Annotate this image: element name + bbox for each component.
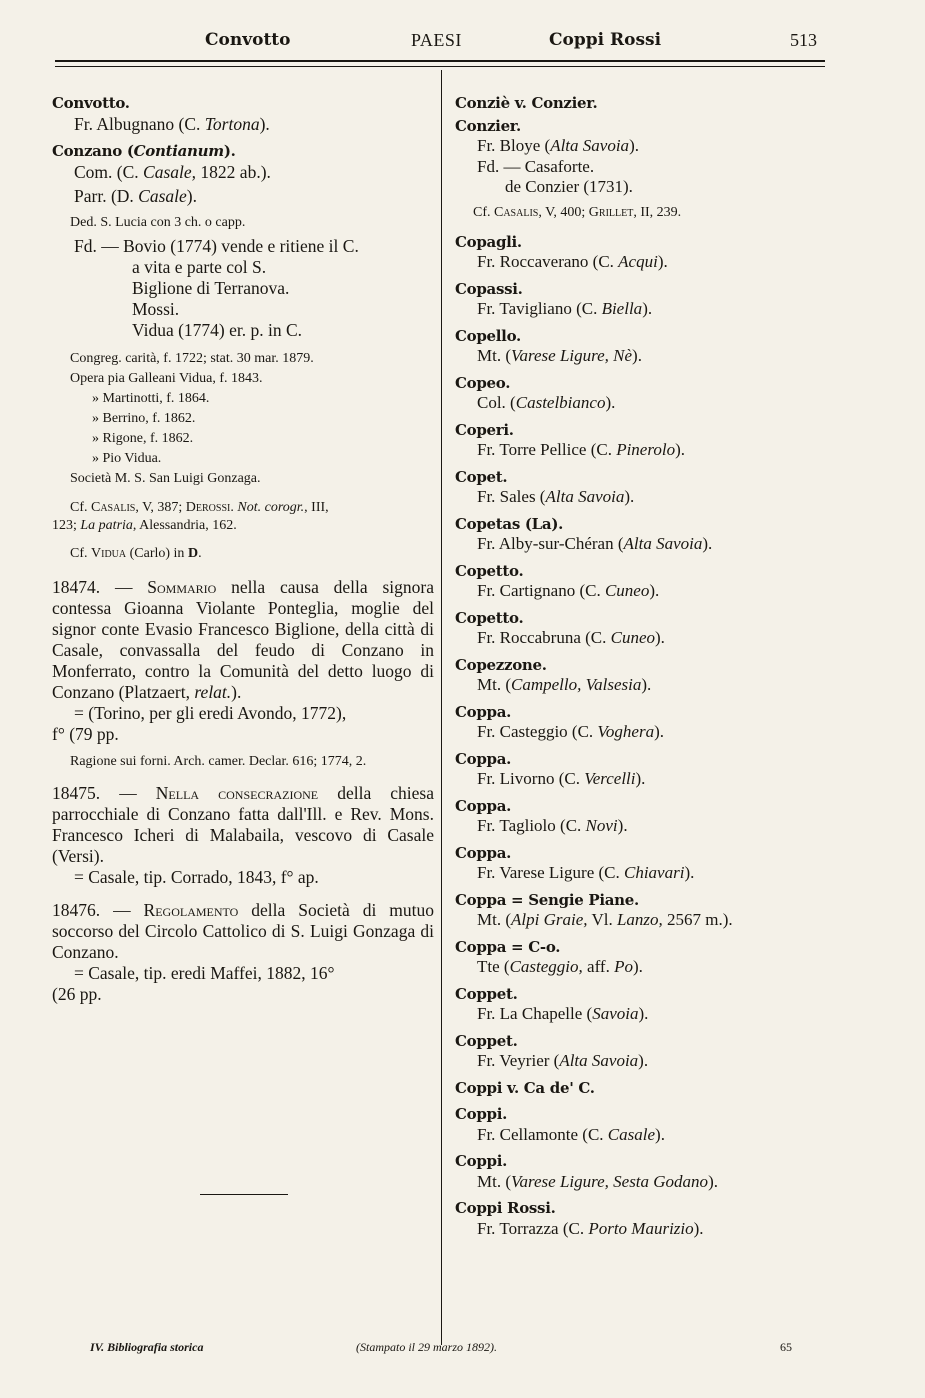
entry-copet: Copet. Fr. Sales (Alta Savoia). — [455, 467, 635, 506]
running-header — [0, 30, 925, 56]
entry-coppa-4: Coppa. Fr. Varese Ligure (C. Chiavari). — [455, 843, 695, 882]
entry-coppa-1: Coppa. Fr. Casteggio (C. Voghera). — [455, 702, 665, 741]
right-column — [455, 93, 835, 1245]
entry-copetto-1: Copetto. Fr. Cartignano (C. Cuneo). — [455, 561, 660, 600]
end-rule — [200, 1194, 288, 1195]
entry-coppi-ca: Coppi v. Ca de' C. — [455, 1078, 595, 1097]
entry-convotto: Convotto. Fr. Albugnano (C. Tortona). — [52, 93, 434, 135]
header-center: PAESI — [411, 30, 462, 50]
entry-conzier: Conzier. Fr. Bloye (Alta Savoia). Fd. — Casaforte. de Conzier (1731). Cf. Casalis, V, 400; Grillet, II, 239. — [455, 116, 682, 220]
footer-right: 65 — [780, 1340, 792, 1354]
header-rule — [55, 60, 825, 62]
entry-coppa-2: Coppa. Fr. Livorno (C. Vercelli). — [455, 749, 646, 788]
entry-18476: 18476. — Regolamento della Società di mutuo soccorso del Circolo Cattolico di S. Luigi Gonzaga di Conzano. = Casale, tip. eredi Maffei, 1882, 16° (26 pp. — [52, 900, 435, 1004]
entry-coppa-3: Coppa. Fr. Tagliolo (C. Novi). — [455, 796, 628, 835]
entry-head: Conzano (Contianum). — [52, 142, 236, 160]
entry-copeo: Copeo. Col. (Castelbianco). — [455, 373, 616, 412]
entry-coppi-1: Coppi. Fr. Cellamonte (C. Casale). — [455, 1105, 665, 1144]
entry-head: Convotto. — [52, 94, 130, 112]
entry-copetto-2: Copetto. Fr. Roccabruna (C. Cuneo). — [455, 608, 665, 647]
page-number: 513 — [790, 30, 817, 50]
entry-coppi-2: Coppi. Mt. (Varese Ligure, Sesta Godano). — [455, 1152, 718, 1191]
header-rule-thin — [55, 66, 825, 67]
entry-coperi: Coperi. Fr. Torre Pellice (C. Pinerolo). — [455, 420, 685, 459]
entry-conzano: Conzano (Contianum). Com. (C. Casale, 1822 ab.). Parr. (D. Casale). Ded. S. Lucia con 3 ch. o capp. Fd. — Bovio (1774) vende e ritiene il C. a vita e parte col S. Biglione di Terranova. Mossi. Vidua (1774) er. p. in C. Congreg. carità, f. 1722; stat. 30 mar. 1879. Opera pia Galleani Vidua, f. 1843. » Martinotti, f. 1864. » Berrino, f. 1862. » Rigone, f. 1862. » Pio Vidua. Società M. S. San Luigi Gonzaga. Cf. Casalis, V, 387; Derossi. Not. corogr., III, 123; La patria, Alessandria, 162. Cf. Vidua (Carlo) in D. — [52, 141, 434, 563]
entry-coppi-rossi: Coppi Rossi. Fr. Torrazza (C. Porto Maurizio). — [455, 1199, 704, 1238]
entry-copello: Copello. Mt. (Varese Ligure, Nè). — [455, 326, 642, 365]
footer-left: IV. Bibliografia storica — [90, 1340, 204, 1354]
entry-18474: 18474. — Sommario nella causa della signora contessa Gioanna Violante Ponteglia, moglie del signor conte Evasio Francesco Biglione, della città di Casale, convassalla del feudo di Conzano in Monferrato, contro la Comunità del detto luogo di Conzano (Platzaert, relat.). = (Torino, per gli eredi Avondo, 1772), f° (79 pp. Ragione sui forni. Arch. camer. Declar. 616; 1774, 2. — [52, 577, 435, 769]
entry-18475: 18475. — Nella consecrazione della chiesa parrocchiale di Conzano fatta dall'Ill. e Rev. Mons. Francesco Icheri di Malabaila, vescovo di Casale (Versi). = Casale, tip. Corrado, 1843, f° ap. — [52, 783, 435, 887]
entry-coppet-1: Coppet. Fr. La Chapelle (Savoia). — [455, 984, 649, 1023]
entry-coppa-sengie: Coppa = Sengie Piane. Mt. (Alpi Graie, Vl. Lanzo, 2567 m.). — [455, 890, 733, 929]
left-column — [52, 93, 434, 1011]
entry-copezzone: Copezzone. Mt. (Campello, Valsesia). — [455, 655, 652, 694]
header-left: Convotto — [205, 30, 291, 50]
entry-coppa-co: Coppa = C-o. Tte (Casteggio, aff. Po). — [455, 937, 643, 976]
entry-copassi: Copassi. Fr. Tavigliano (C. Biella). — [455, 279, 653, 318]
entry-coppet-2: Coppet. Fr. Veyrier (Alta Savoia). — [455, 1031, 649, 1070]
entry-copagli: Copagli. Fr. Roccaverano (C. Acqui). — [455, 232, 668, 271]
entry-conzie: Conziè v. Conzier. — [455, 94, 598, 112]
footer-center: (Stampato il 29 marzo 1892). — [356, 1340, 497, 1354]
entry-copetas: Copetas (La). Fr. Alby-sur-Chéran (Alta Savoia). — [455, 514, 713, 553]
column-divider — [441, 70, 442, 1345]
header-right: Coppi Rossi — [549, 30, 662, 50]
